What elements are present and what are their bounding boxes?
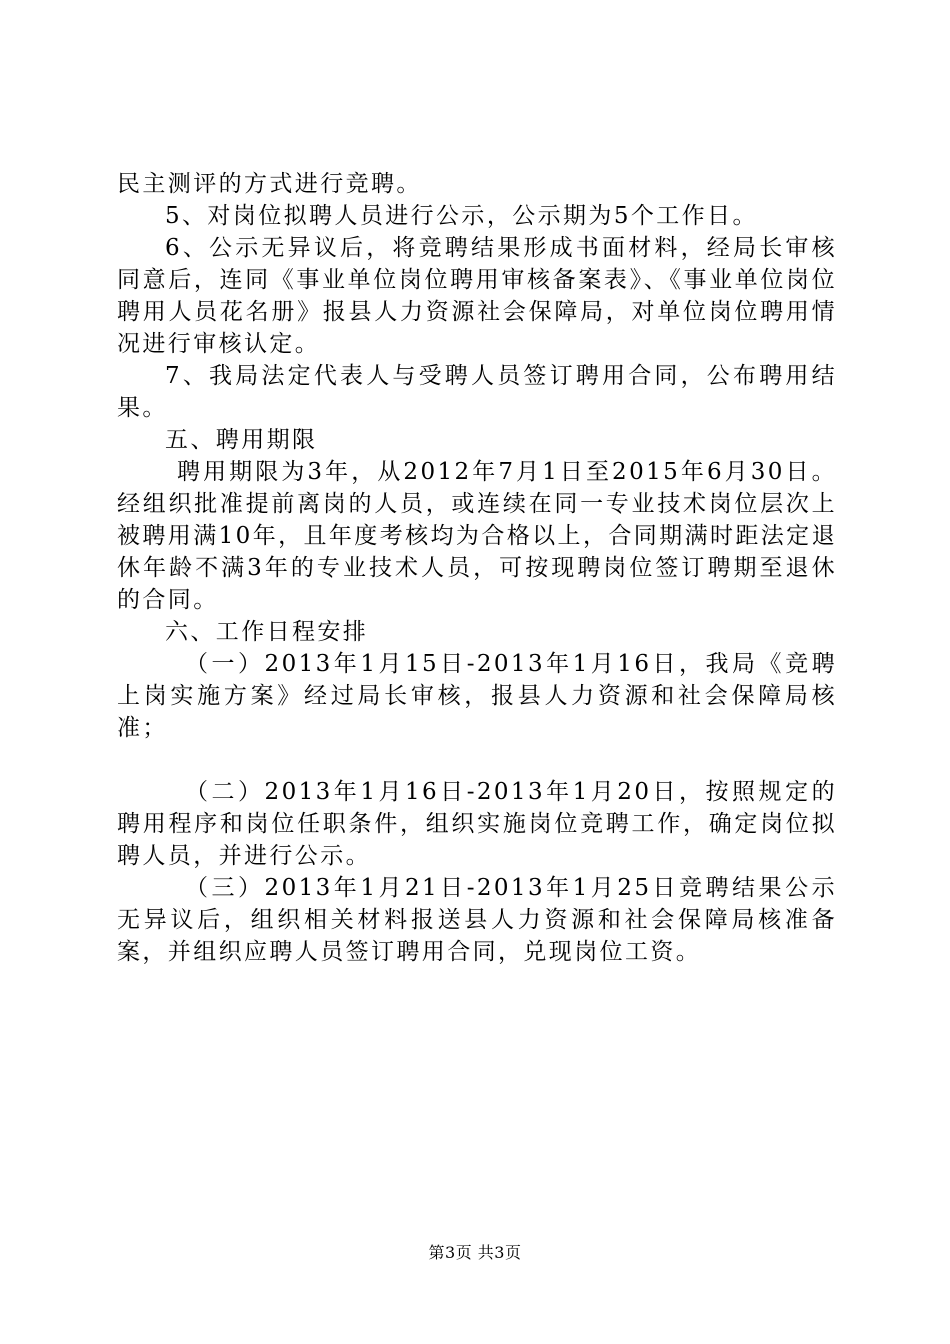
paragraph-item-6: 6、公示无异议后，将竞聘结果形成书面材料，经局长审核同意后，连同《事业单位岗位聘用审核备案表》、《事业单位岗位聘用人员花名册》报县人力资源社会保障局，对单位岗位聘用情况进行审核认定。	[117, 235, 837, 357]
paragraph-item-5: 5、对岗位拟聘人员进行公示，公示期为5个工作日。	[165, 203, 758, 229]
paragraph-continuation: 民主测评的方式进行竞聘。	[117, 171, 422, 197]
schedule-item-2: （二）2013年1月16日-2013年1月20日，按照规定的聘用程序和岗位任职条件，组织实施岗位竞聘工作，确定岗位拟聘人员，并进行公示。	[117, 779, 837, 869]
paragraph-term-details: 聘用期限为3年，从2012年7月1日至2015年6月30日。经组织批准提前离岗的人员，或连续在同一专业技术岗位层次上被聘用满10年，且年度考核均为合格以上，合同期满时距法定退休年龄不满3年的专业技术人员，可按现聘岗位签订聘期至退休的合同。	[117, 459, 837, 613]
page-number-footer: 第3页 共3页	[428, 1243, 522, 1262]
schedule-item-1: （一）2013年1月15日-2013年1月16日，我局《竞聘上岗实施方案》经过局长审核，报县人力资源和社会保障局核准；	[117, 651, 837, 741]
schedule-item-3: （三）2013年1月21日-2013年1月25日竞聘结果公示无异议后，组织相关材料报送县人力资源和社会保障局核准备案，并组织应聘人员签订聘用合同，兑现岗位工资。	[117, 875, 837, 965]
document-body	[117, 168, 837, 968]
paragraph-item-7: 7、我局法定代表人与受聘人员签订聘用合同，公布聘用结果。	[117, 363, 837, 421]
section-heading-schedule: 六、工作日程安排	[165, 619, 369, 645]
section-heading-term: 五、聘用期限	[165, 427, 318, 453]
